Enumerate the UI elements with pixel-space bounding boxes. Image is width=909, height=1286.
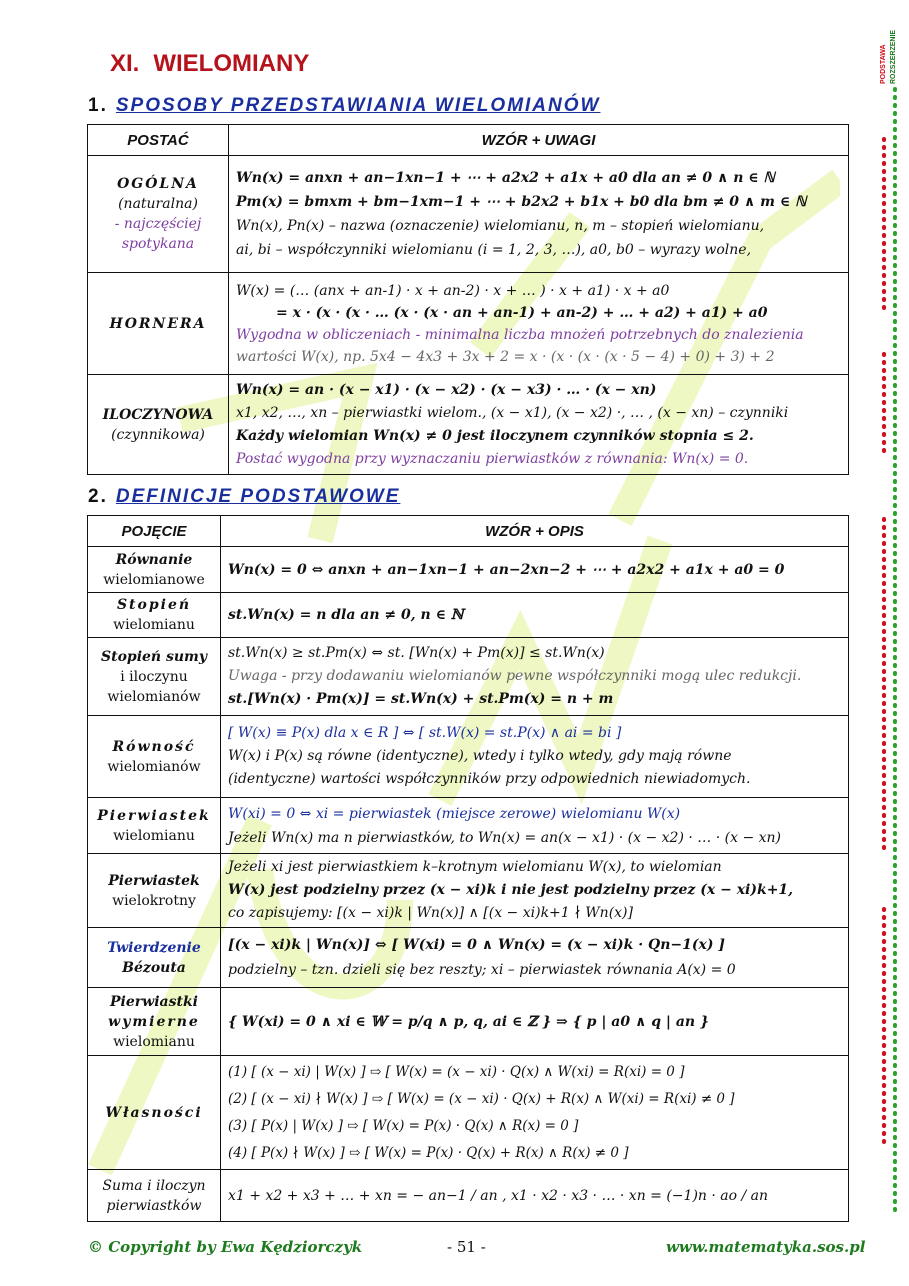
table-row [88,273,849,375]
row-formula: W(x) = (… (anx + an-1) · x + an-2) · x + … ) · x + a1) · x + a0 = x · (x · (x · … (x · (x · an + an-1) + an-2) + … + a2) + a1) + a0 Wygodna w obliczeniach - minimalna liczba mnożeń potrzebnych do znalezienia wartości W(x), np. 5x4 − 4x3 + 3x + 2 = x · (x · (x · (x · 5 − 4) + 0) + 3) + 2 [229,273,849,375]
row-label: ILOCZYNOWA (czynnikowa) [88,375,229,475]
table-row [88,854,849,928]
row-label: Równość wielomianów [88,716,221,798]
row-formula: [(x − xi)k | Wn(x)] ⇔ [ W(xi) = 0 ∧ Wn(x) = (x − xi)k · Qn−1(x) ] podzielny – tzn. dzieli się bez reszty; xi – pierwiastek równania A(x) = 0 [221,928,849,988]
dotted-lines [874,24,904,1224]
row-formula: x1 + x2 + x3 + … + xn = − an−1 / an , x1 · x2 · x3 · … · xn = (−1)n · ao / an [221,1170,849,1222]
table-row [88,988,849,1056]
row-formula: Wn(x) = an · (x − x1) · (x − x2) · (x − x3) · … · (x − xn) x1, x2, …, xn – pierwiastki wielom., (x − x1), (x − x2) ·, … , (x − xn) – czynniki Każdy wielomian Wn(x) ≠ 0 jest iloczynem czynników stopnia ≤ 2. Postać wygodna przy wyznaczaniu pierwiastków z równania: Wn(x) = 0. [229,375,849,475]
row-formula: Jeżeli xi jest pierwiastkiem k–krotnym wielomianu W(x), to wielomian W(x) jest podzielny przez (x − xi)k i nie jest podzielny przez (x − xi)k+1, co zapisujemy: [(x − xi)k | Wn(x)] ∧ [(x − xi)k+1 ∤ Wn(x)] [221,854,849,928]
level-indicator-bar [874,24,904,1224]
table-row [88,716,849,798]
row-label: OGÓLNA (naturalna) - najczęściej spotykana [88,156,229,273]
row-formula: Wn(x) = anxn + an−1xn−1 + ⋯ + a2x2 + a1x + a0 dla an ≠ 0 ∧ n ∈ ℕ Pm(x) = bmxm + bm−1xm−1 + ⋯ + b2x2 + b1x + b0 dla bm ≠ 0 ∧ m ∈ ℕ Wn(x), Pn(x) – nazwa (oznaczenie) wielomianu, n, m – stopień wielomianu, ai, bi – współczynniki wielomianu (i = 1, 2, 3, …), a0, b0 – wyrazy wolne, [229,156,849,273]
table-row [88,547,849,593]
row-label: HORNERA [88,273,229,375]
table-row [88,375,849,475]
row-formula: [ W(x) ≡ P(x) dla x ∈ R ] ⇔ [ st.W(x) = st.P(x) ∧ ai = bi ] W(x) i P(x) są równe (identyczne), wtedy i tylko wtedy, gdy mają równe (identyczne) wartości współczynników przy odpowiednich niewiadomych. [221,716,849,798]
table-row [88,798,849,854]
website-link[interactable]: www.matematyka.sos.pl [666,1238,866,1256]
col-header-concept: POJĘCIE [88,516,221,547]
col-header-formula: WZÓR + OPIS [221,516,849,547]
row-label: Stopień sumy i iloczynu wielomianów [88,638,221,716]
row-formula: st.Wn(x) = n dla an ≠ 0, n ∈ ℕ [221,593,849,638]
row-label: Własności [88,1056,221,1170]
row-label: Równanie wielomianowe [88,547,221,593]
table-row [88,156,849,273]
table-row [88,928,849,988]
row-label: Pierwiastki wymierne wielomianu [88,988,221,1056]
definitions-table [87,515,849,1222]
col-header-form: POSTAĆ [88,125,229,156]
row-label: Pierwiastek wielokrotny [88,854,221,928]
table-row [88,1170,849,1222]
row-label: Stopień wielomianu [88,593,221,638]
col-header-formula: WZÓR + UWAGI [229,125,849,156]
row-formula: Wn(x) = 0 ⇔ anxn + an−1xn−1 + an−2xn−2 + ⋯ + a2x2 + a1x + a0 = 0 [221,547,849,593]
row-formula: { W(xi) = 0 ∧ xi ∈ 𝕎 = p/q ∧ p, q, ai ∈ ℤ } ⇒ { p | a0 ∧ q | an } [221,988,849,1056]
section-2-heading: 2. DEFINICJE PODSTAWOWE [88,486,401,507]
table-row [88,1056,849,1170]
row-label: Twierdzenie Bézouta [88,928,221,988]
page-number: - 51 - [447,1238,486,1256]
row-formula: (1) [ (x − xi) | W(x) ] ⇨ [ W(x) = (x − xi) · Q(x) ∧ W(xi) = R(xi) = 0 ] (2) [ (x − xi) ∤ W(x) ] ⇨ [ W(x) = (x − xi) · Q(x) + R(x) ∧ W(xi) = R(xi) ≠ 0 ] (3) [ P(x) | W(x) ] ⇨ [ W(x) = P(x) · Q(x) ∧ R(x) = 0 ] (4) [ P(x) ∤ W(x) ] ⇨ [ W(x) = P(x) · Q(x) + R(x) ∧ R(x) ≠ 0 ] [221,1056,849,1170]
table-row [88,593,849,638]
row-formula: st.Wn(x) ≥ st.Pm(x) ⇔ st. [Wn(x) + Pm(x)] ≤ st.Wn(x) Uwaga - przy dodawaniu wielomianów pewne współczynniki mogą ulec redukcji. st.[Wn(x) · Pm(x)] = st.Wn(x) + st.Pm(x) = n + m [221,638,849,716]
row-label: Pierwiastek wielomianu [88,798,221,854]
row-formula: W(xi) = 0 ⇔ xi = pierwiastek (miejsce zerowe) wielomianu W(x) Jeżeli Wn(x) ma n pierwiastków, to Wn(x) = an(x − x1) · (x − x2) · … · (x − xn) [221,798,849,854]
row-label: Suma i iloczyn pierwiastków [88,1170,221,1222]
section-1-heading: 1. SPOSOBY PRZEDSTAWIANIA WIELOMIANÓW [88,95,601,116]
level-label-extended: ROZSZERZENIE [890,29,897,84]
level-label-basic: PODSTAWA [880,44,887,84]
page-title: XI. WIELOMIANY [110,50,310,77]
forms-table [87,124,849,475]
table-row [88,638,849,716]
copyright: © Copyright by Ewa Kędziorczyk [88,1238,363,1256]
